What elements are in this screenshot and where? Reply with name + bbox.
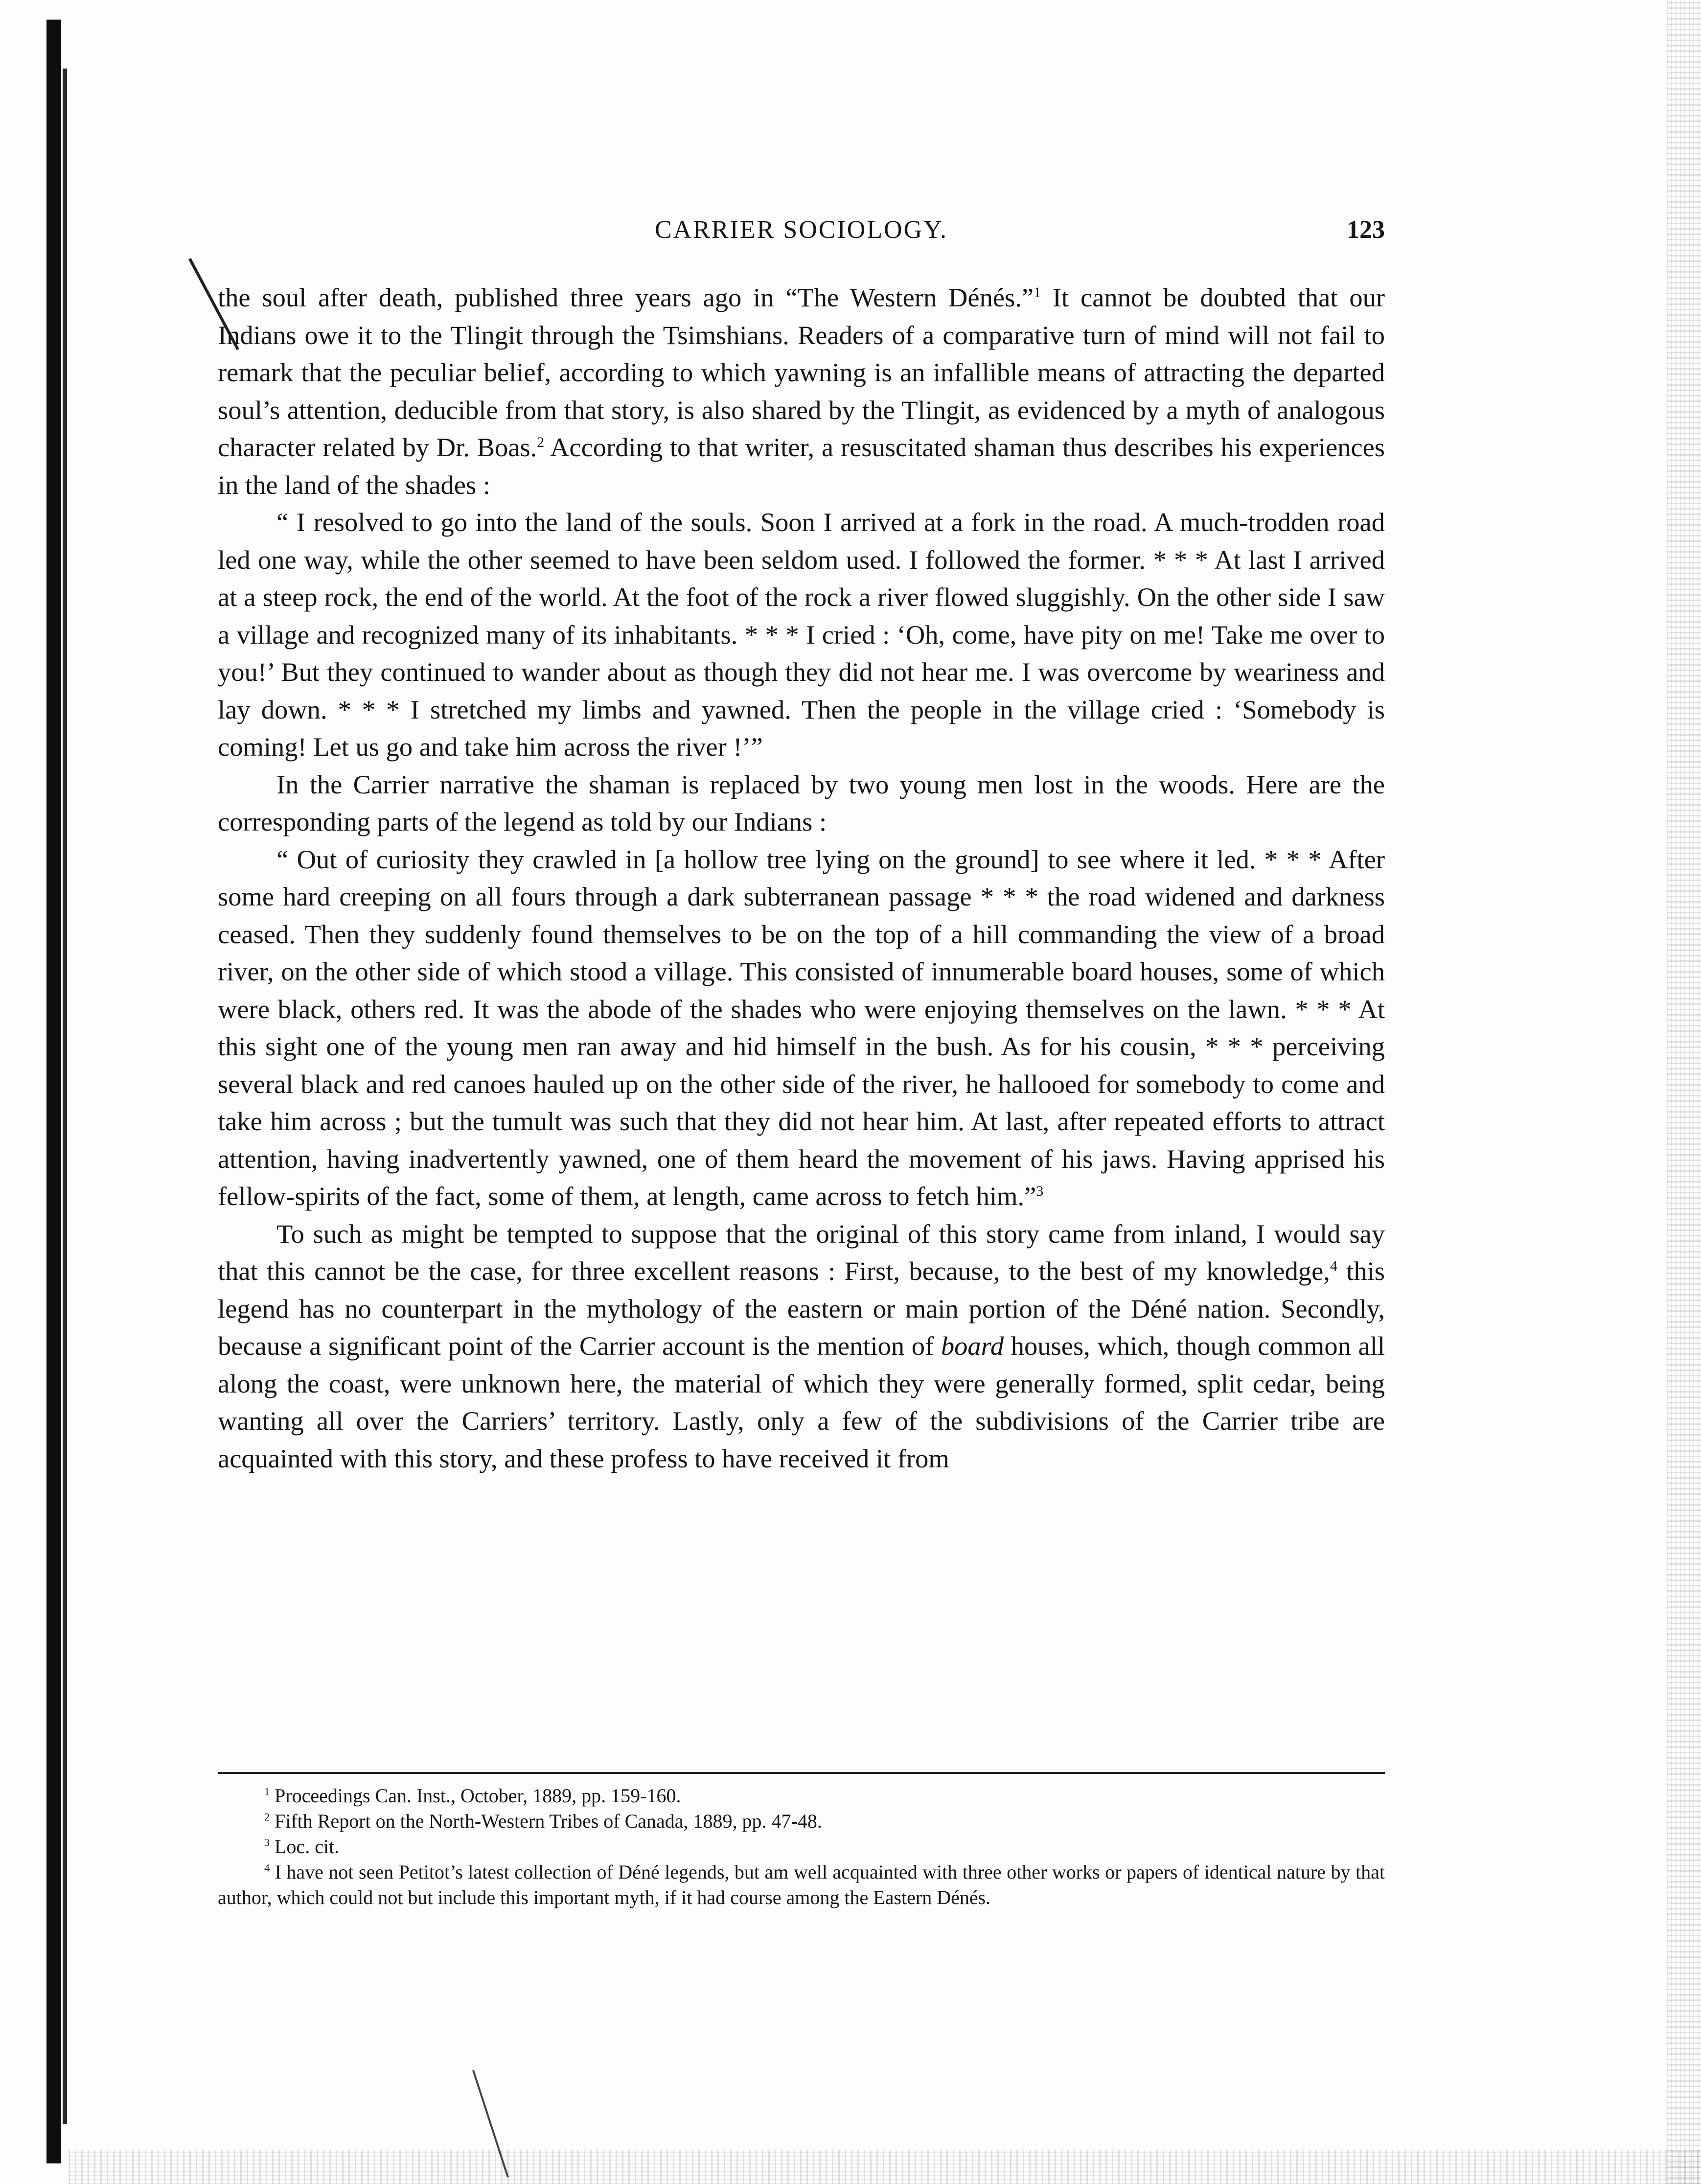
footnote-ref-3: 3 xyxy=(1036,1183,1044,1199)
paragraph-3: In the Carrier narrative the shaman is replaced by two young men lost in the woods. Here are the corresponding parts of the legend as told by our Indians : xyxy=(218,769,1385,836)
footnote-mark: 3 xyxy=(264,1836,270,1849)
page-edge-speckle xyxy=(1667,0,1701,2184)
footnote-mark: 1 xyxy=(264,1785,270,1798)
footnote-ref-2: 2 xyxy=(537,434,545,450)
paragraph-5-italic: board xyxy=(941,1331,1004,1361)
running-head xyxy=(218,215,1385,250)
paragraph-4-text: “ Out of curiosity they crawled in [a hollow tree lying on the ground] to see where it led. * * * After some hard creeping on all fours through a dark subterranean passage * * * the road widened and darkness ceased. Then they suddenly found themselves to be on the top of a hill commanding the view of a broad river, on the other side of which stood a village. This consisted of innumerable board houses, some of which were black, others red. It was the abode of the shades who were enjoying themselves on the lawn. * * * At this sight one of the young men ran away and hid himself in the bush. As for his cousin, * * * perceiving several black and red canoes hauled up on the other side of the river, he hallooed for somebody to come and take him across ; but the tumult was such that they did not hear him. At last, after repeated efforts to attract attention, having inadvertently yawned, one of them heard the movement of his jaws. Having apprised his fellow-spirits of the fact, some of them, at length, came across to fetch him.” xyxy=(218,844,1385,1211)
footnote-text: Proceedings Can. Inst., October, 1889, pp. 159-160. xyxy=(275,1785,681,1807)
paragraph-4-quote xyxy=(218,841,1385,1215)
paragraph-1 xyxy=(218,279,1385,504)
paragraph-5 xyxy=(218,1215,1385,1478)
footnote-ref-1: 1 xyxy=(1034,284,1041,301)
footnote-ref-4: 4 xyxy=(1330,1257,1337,1274)
footnote-mark: 4 xyxy=(264,1861,270,1874)
footnote-text: Loc. cit. xyxy=(275,1835,340,1858)
body-text xyxy=(218,279,1385,1477)
footnote-1 xyxy=(218,1783,1385,1809)
paragraph-5-text-cont: this legend has no counterpart in the mythology of the eastern or main portion of the Déné nation. Secondly, because a significant point of the Carrier account is the mention of xyxy=(218,1256,1385,1361)
binding-edge-line xyxy=(63,69,67,2124)
footnote-text: Fifth Report on the North-Western Tribes of Canada, 1889, pp. 47-48. xyxy=(275,1810,822,1832)
page-bottom-speckle xyxy=(69,2150,1701,2184)
footnote-text: I have not seen Petitot’s latest collection of Déné legends, but am well acquainted with three other works or papers of identical nature by that author, which could not but include this important myth, if it had course among the Eastern Dénés. xyxy=(218,1861,1385,1908)
footnote-rule xyxy=(218,1772,1385,1774)
footnote-mark: 2 xyxy=(264,1811,270,1823)
page-number: 123 xyxy=(1347,216,1385,244)
paragraph-2-quote: “ I resolved to go into the land of the souls. Soon I arrived at a fork in the road. A much-trodden road led one way, while the other seemed to have been seldom used. I followed the former. * * * At last I arrived at a steep rock, the end of the world. At the foot of the rock a river flowed sluggishly. On the other side I saw a village and recognized many of its inhabitants. * * * I cried : ‘Oh, come, have pity on me! Take me over to you!’ But they continued to wander about as though they did not hear me. I was overcome by weariness and lay down. * * * I stretched my limbs and yawned. Then the people in the village cried : ‘Somebody is coming! Let us go and take him across the river !’” xyxy=(218,507,1385,762)
footnote-2 xyxy=(218,1809,1385,1834)
paragraph-1-text-end: According to that writer, a resuscitated shaman thus describes his experiences in the land of the shades : xyxy=(218,432,1385,500)
paragraph-1-text-cont: It cannot be doubted that our Indians owe it to the Tlingit through the Tsimshians. Readers of a comparative turn of mind will not fail to remark that the peculiar belief, according to which yawning is an infallible means of attracting the departed soul’s attention, deducible from that story, is also shared by the Tlingit, as evidenced by a myth of analogous character related by Dr. Boas. xyxy=(218,282,1385,462)
paragraph-1-text: the soul after death, published three years ago in “The Western Dénés.” xyxy=(218,282,1034,312)
footnotes xyxy=(218,1783,1385,1910)
footnote-3 xyxy=(218,1834,1385,1859)
binding-edge-shadow xyxy=(46,20,61,2163)
footnote-4 xyxy=(218,1859,1385,1910)
running-title: CARRIER SOCIOLOGY. xyxy=(654,216,948,244)
paragraph-5-text: To such as might be tempted to suppose that the original of this story came from inland, I would say that this cannot be the case, for three excellent reasons : First, because, to the best of my knowledge, xyxy=(218,1218,1385,1286)
paragraph-5-text-end: houses, which, though common all along the coast, were unknown here, the material of which they were generally formed, split cedar, being wanting all over the Carriers’ territory. Lastly, only a few of the subdivisions of the Carrier tribe are acquainted with this story, and these profess to have received it from xyxy=(218,1331,1385,1473)
